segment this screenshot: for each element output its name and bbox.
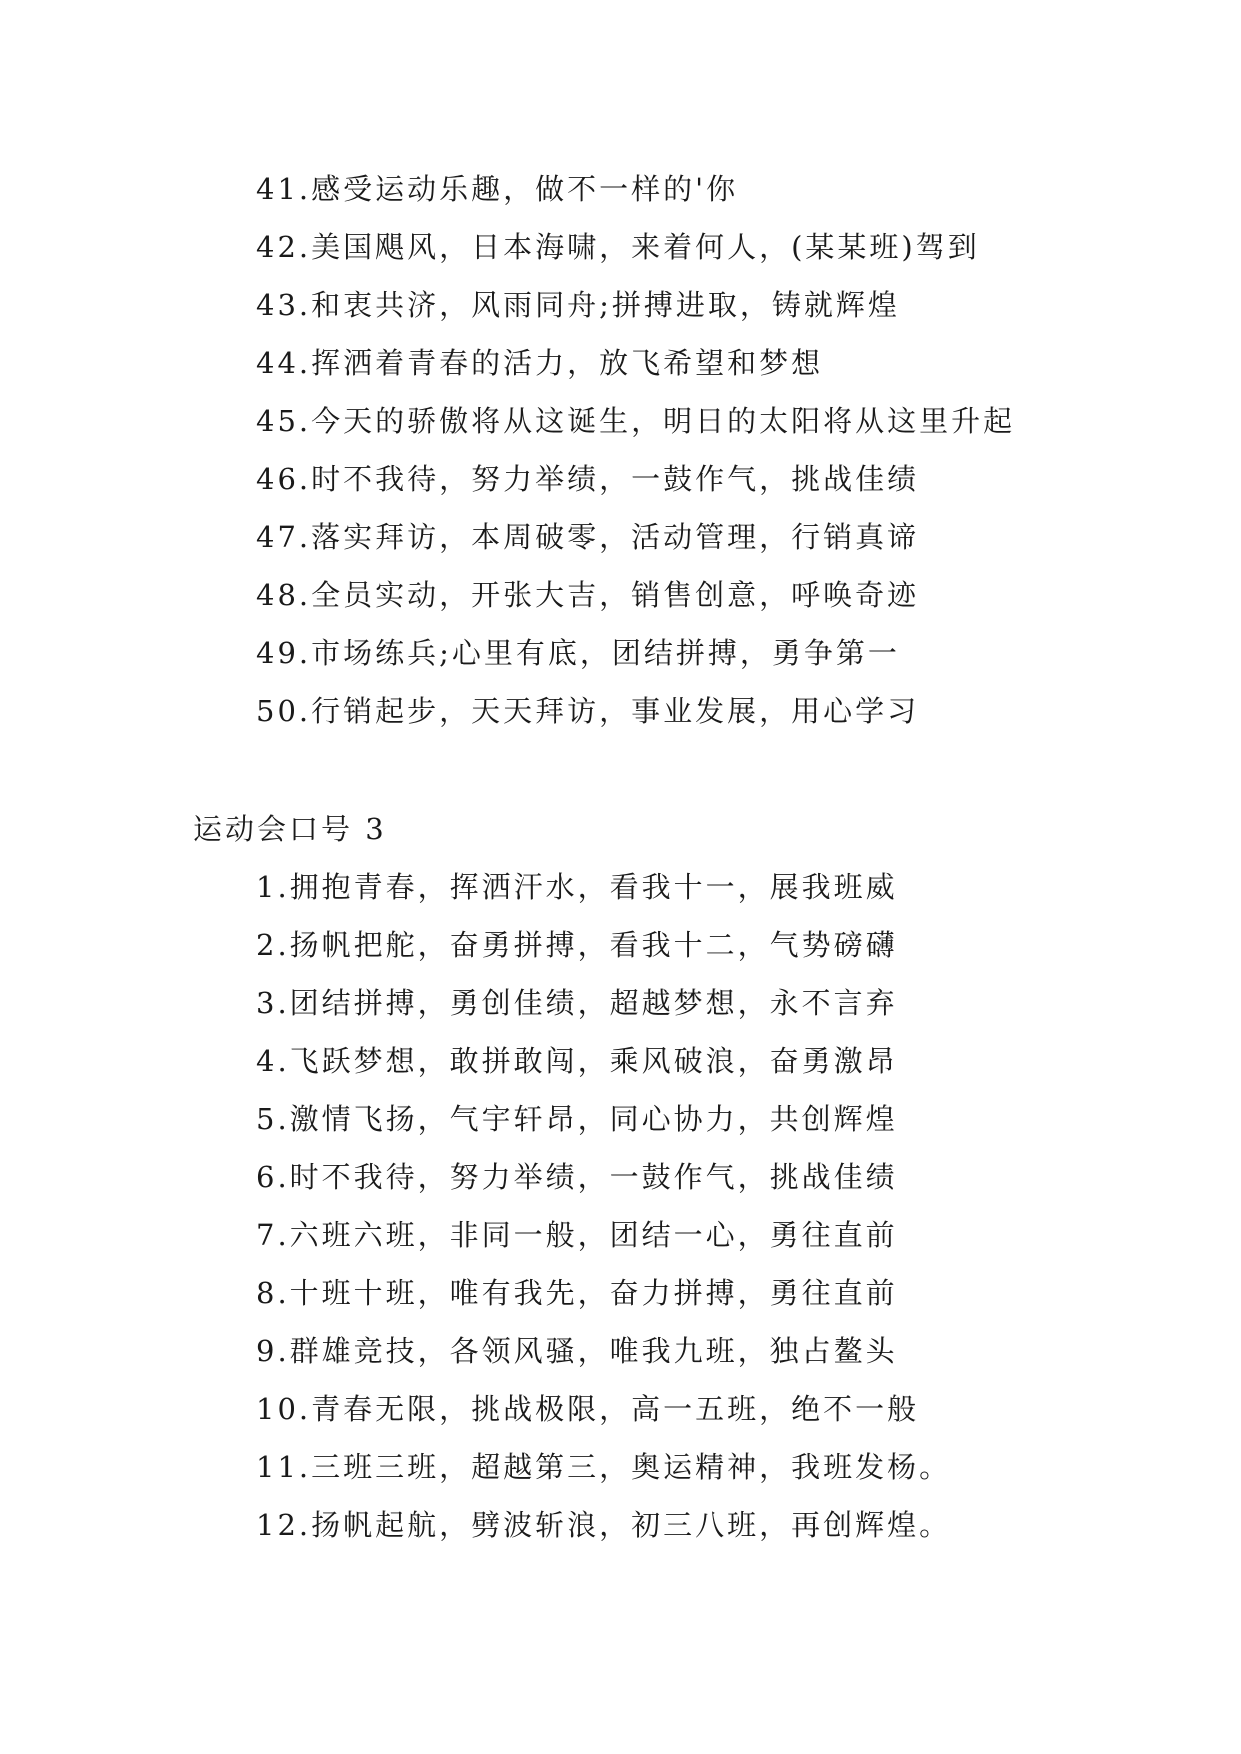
slogan-line: 7.六班六班，非同一般，团结一心，勇往直前 (256, 1218, 898, 1252)
slogan-line: 48.全员实动，开张大吉，销售创意，呼唤奇迹 (256, 578, 920, 612)
slogan-line: 45.今天的骄傲将从这诞生，明日的太阳将从这里升起 (256, 404, 1016, 438)
slogan-line: 46.时不我待，努力举绩，一鼓作气，挑战佳绩 (256, 462, 920, 496)
slogan-line: 9.群雄竞技，各领风骚，唯我九班，独占鳌头 (256, 1334, 898, 1368)
slogan-line: 12.扬帆起航，劈波斩浪，初三八班，再创辉煌。 (256, 1508, 952, 1542)
slogan-line: 3.团结拼搏，勇创佳绩，超越梦想，永不言弃 (256, 986, 898, 1020)
slogan-line: 50.行销起步，天天拜访，事业发展，用心学习 (256, 694, 920, 728)
slogan-line: 6.时不我待，努力举绩，一鼓作气，挑战佳绩 (256, 1160, 898, 1194)
slogan-line: 5.激情飞扬，气宇轩昂，同心协力，共创辉煌 (256, 1102, 898, 1136)
section-heading: 运动会口号 3 (193, 812, 387, 846)
slogan-line: 43.和衷共济，风雨同舟;拼搏进取，铸就辉煌 (256, 288, 900, 322)
slogan-line: 11.三班三班，超越第三，奥运精神，我班发杨。 (256, 1450, 952, 1484)
slogan-list-1-12 (256, 858, 951, 1554)
slogan-line: 42.美国飓风，日本海啸，来着何人，(某某班)驾到 (256, 230, 980, 264)
slogan-list-41-50 (256, 160, 1015, 740)
slogan-line: 2.扬帆把舵，奋勇拼搏，看我十二，气势磅礴 (256, 928, 898, 962)
slogan-line: 47.落实拜访，本周破零，活动管理，行销真谛 (256, 520, 920, 554)
slogan-line: 8.十班十班，唯有我先，奋力拼搏，勇往直前 (256, 1276, 898, 1310)
slogan-line: 4.飞跃梦想，敢拼敢闯，乘风破浪，奋勇激昂 (256, 1044, 898, 1078)
slogan-line: 49.市场练兵;心里有底，团结拼搏，勇争第一 (256, 636, 900, 670)
slogan-line: 1.拥抱青春，挥洒汗水，看我十一，展我班威 (256, 870, 898, 904)
slogan-line: 41.感受运动乐趣，做不一样的'你 (256, 172, 739, 206)
slogan-line: 44.挥洒着青春的活力，放飞希望和梦想 (256, 346, 824, 380)
slogan-line: 10.青春无限，挑战极限，高一五班，绝不一般 (256, 1392, 920, 1426)
